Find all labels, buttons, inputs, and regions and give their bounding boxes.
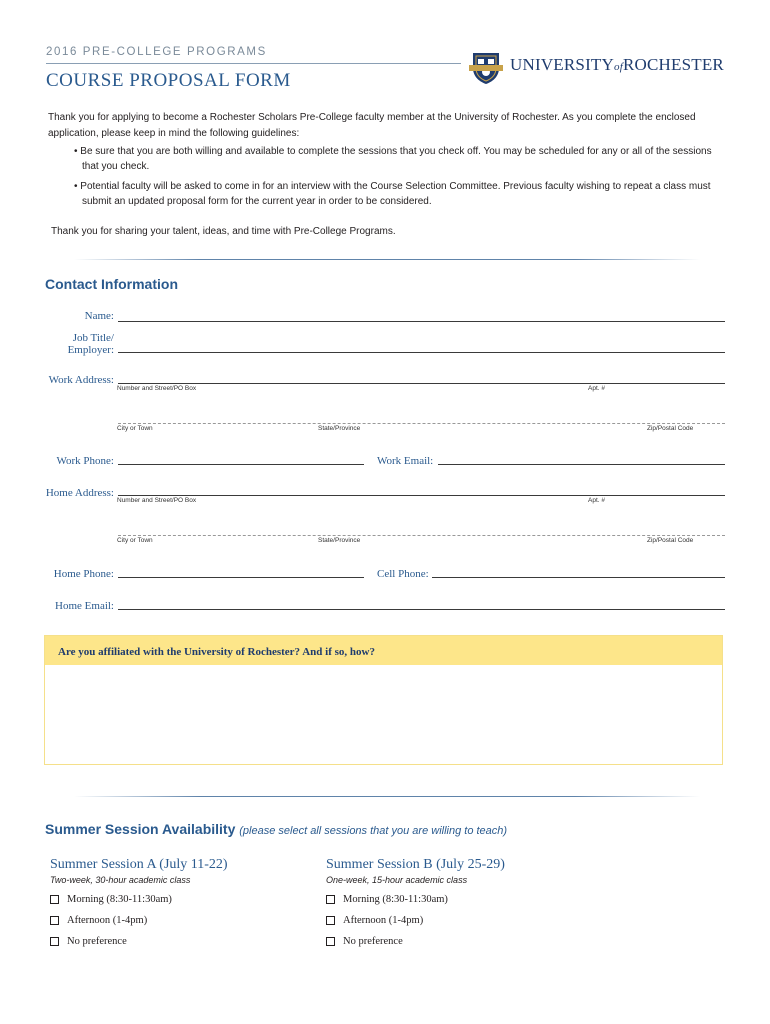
zip-sublabel: Zip/Postal Code (647, 537, 694, 544)
program-line: 2016 PRE-COLLEGE PROGRAMS (46, 46, 267, 58)
session-b-option-no-preference[interactable] (326, 936, 403, 947)
header-rule (46, 63, 461, 64)
guideline-bullet: • Be sure that you are both willing and available to complete the sessions that you check off. You may be scheduled for any or all of the sessions that you check. (74, 146, 712, 172)
checkbox[interactable] (326, 916, 335, 925)
home-street-field[interactable] (118, 495, 725, 496)
affiliation-box (44, 635, 723, 765)
option-label: No preference (67, 936, 127, 947)
work-email-label: Work Email: (377, 455, 434, 467)
summer-title-text: Summer Session Availability (45, 821, 236, 837)
session-b-option-morning[interactable] (326, 894, 448, 905)
employer-label: Employer: (67, 344, 114, 356)
session-b-option-afternoon[interactable] (326, 915, 423, 926)
cell-phone-label: Cell Phone: (377, 568, 429, 580)
option-label: Afternoon (1-4pm) (343, 915, 424, 926)
thanks-text: Thank you for sharing your talent, ideas, and time with Pre-College Programs. (51, 226, 396, 237)
home-phone-field[interactable] (118, 577, 364, 578)
work-street-field[interactable] (118, 383, 725, 384)
intro-paragraph: Thank you for applying to become a Rochester Scholars Pre-College faculty member at the University of Rochester. As you complete the enclosed application, please keep in mind the following guidelines: (48, 112, 696, 139)
session-a-option-no-preference[interactable] (50, 936, 127, 947)
contact-section-title: Contact Information (45, 276, 178, 292)
job-title-label: Job Title/ (72, 332, 114, 344)
session-a-subtitle: Two-week, 30-hour academic class (50, 875, 191, 885)
section-divider (74, 259, 700, 260)
work-email-field[interactable] (438, 464, 725, 465)
city-sublabel: City or Town (117, 425, 153, 432)
cell-phone-field[interactable] (432, 577, 725, 578)
affiliation-question: Are you affiliated with the University of Rochester? And if so, how? (58, 646, 375, 658)
affiliation-header (45, 636, 722, 665)
guideline-bullet: • Potential faculty will be asked to come in for an interview with the Course Selection Committee. Previous faculty wishing to repeat a class must submit an updated proposal form for the current year in order to be considered. (74, 181, 711, 207)
name-label: Name: (84, 310, 114, 322)
home-phone-label: Home Phone: (53, 568, 114, 580)
name-field[interactable] (118, 321, 725, 322)
state-sublabel: State/Province (318, 425, 361, 432)
session-a-option-morning[interactable] (50, 894, 172, 905)
state-sublabel: State/Province (318, 537, 361, 544)
university-logo-text: UNIVERSITYofROCHESTER (510, 55, 724, 74)
work-city-field[interactable] (118, 423, 725, 424)
home-email-label: Home Email: (55, 600, 114, 612)
home-address-label: Home Address: (45, 487, 114, 499)
zip-sublabel: Zip/Postal Code (647, 425, 694, 432)
work-phone-field[interactable] (118, 464, 364, 465)
summer-note: (please select all sessions that you are willing to teach) (239, 825, 508, 837)
checkbox[interactable] (50, 937, 59, 946)
session-a-title: Summer Session A (July 11-22) (50, 857, 228, 872)
job-title-employer-field[interactable] (118, 352, 725, 353)
summer-section-title (45, 821, 507, 837)
apt-sublabel: Apt. # (588, 497, 605, 504)
work-address-label: Work Address: (48, 374, 114, 386)
session-a-option-afternoon[interactable] (50, 915, 147, 926)
checkbox[interactable] (326, 937, 335, 946)
work-phone-label: Work Phone: (56, 455, 114, 467)
form-title: COURSE PROPOSAL FORM (46, 70, 291, 91)
street-sublabel: Number and Street/PO Box (117, 385, 197, 392)
checkbox[interactable] (50, 916, 59, 925)
home-email-field[interactable] (118, 609, 725, 610)
option-label: No preference (343, 936, 403, 947)
apt-sublabel: Apt. # (588, 385, 605, 392)
checkbox[interactable] (326, 895, 335, 904)
option-label: Afternoon (1-4pm) (67, 915, 148, 926)
university-shield-icon (468, 50, 504, 86)
session-b-subtitle: One-week, 15-hour academic class (326, 875, 468, 885)
section-divider (74, 796, 700, 797)
checkbox[interactable] (50, 895, 59, 904)
home-city-field[interactable] (118, 535, 725, 536)
affiliation-answer-field[interactable] (45, 665, 722, 764)
option-label: Morning (8:30-11:30am) (67, 894, 172, 905)
street-sublabel: Number and Street/PO Box (117, 497, 197, 504)
city-sublabel: City or Town (117, 537, 153, 544)
option-label: Morning (8:30-11:30am) (343, 894, 448, 905)
session-b-title: Summer Session B (July 25-29) (326, 857, 505, 872)
